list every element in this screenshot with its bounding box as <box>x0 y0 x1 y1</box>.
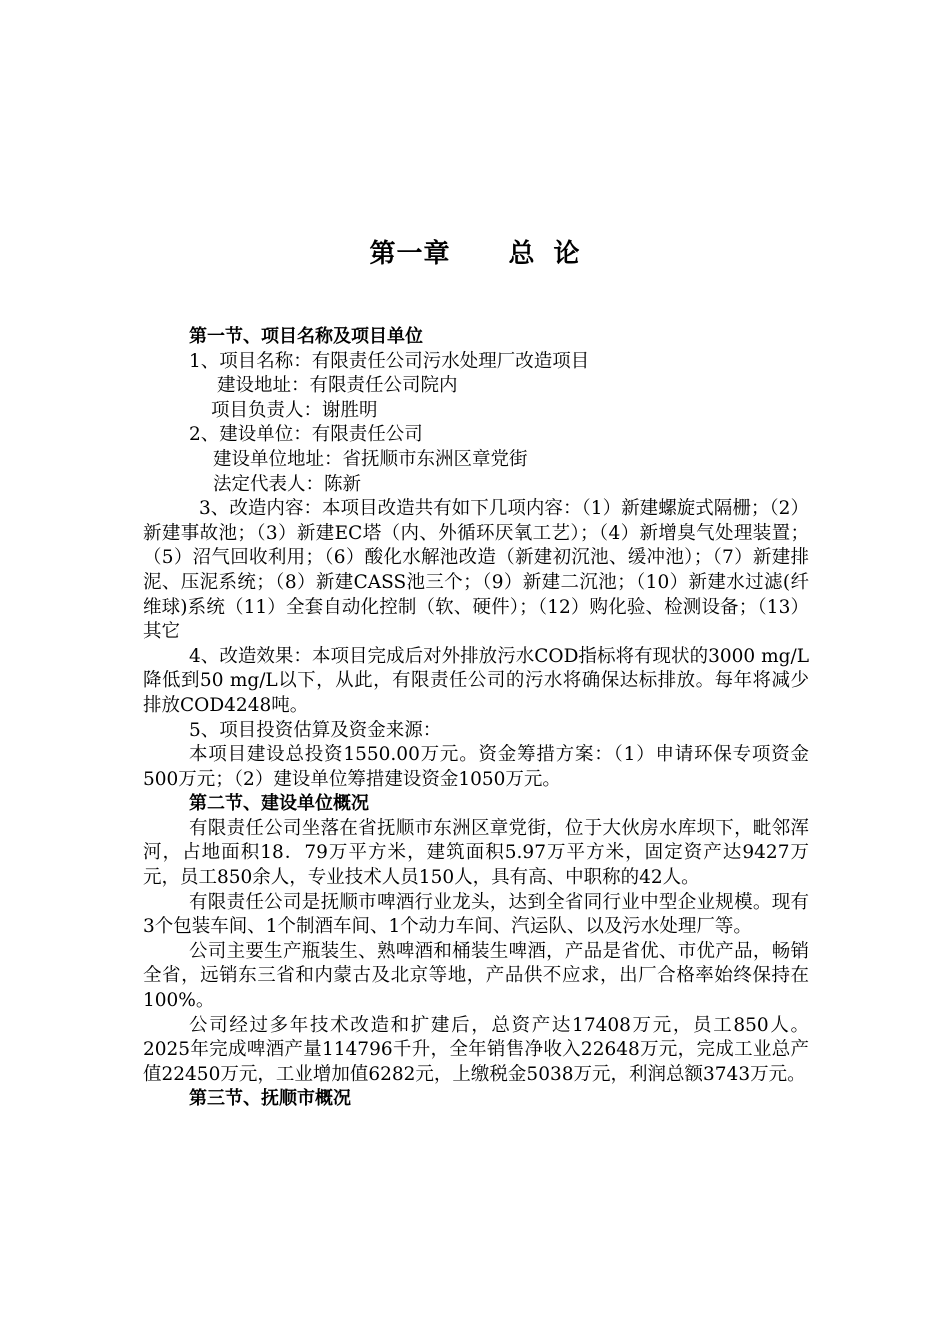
investment-heading: 5、项目投资估算及资金来源： <box>189 719 442 741</box>
project-leader: 项目负责人：谢胜明 <box>211 399 378 421</box>
document-body <box>143 325 809 1112</box>
site-address: 建设地址：有限责任公司院内 <box>217 375 458 397</box>
section-1-heading: 第一节、项目名称及项目单位 <box>189 326 423 347</box>
legal-representative: 法定代表人：陈新 <box>213 473 362 495</box>
investment-detail: 本项目建设总投资1550.00万元。资金筹措方案：（1）申请环保专项资金500万元；（2）建设单位筹措建设资金1050万元。 <box>143 744 809 790</box>
section-3-heading: 第三节、抚顺市概况 <box>189 1088 351 1110</box>
project-name: 1、项目名称：有限责任公司污水处理厂改造项目 <box>189 350 590 372</box>
construction-unit: 2、建设单位：有限责任公司 <box>189 424 423 446</box>
renovation-effect: 4、改造效果：本项目完成后对外排放污水COD指标将有现状的3000 mg/L降低到50 mg/L以下，从此，有限责任公司的污水将确保达标排放。每年将减少排放COD4248吨。 <box>143 645 809 716</box>
chapter-title <box>0 236 950 272</box>
section-2-heading: 第二节、建设单位概况 <box>189 793 369 815</box>
chapter-title-char-2: 论 <box>553 239 581 269</box>
company-overview-paragraph: 有限责任公司坐落在省抚顺市东洲区章党街，位于大伙房水库坝下，毗邻浑河，占地面积18．79万平方米，建筑面积5.97万平方米，固定资产达9427万元，员工850余人，专业技术人员150人，具有高、中职称的42人。 <box>143 817 809 889</box>
company-performance-paragraph: 公司经过多年技术改造和扩建后，总资产达17408万元，员工850人。2025年完成啤酒产量114796千升，全年销售净收入22648万元，完成工业总产值22450万元，工业增加值6282元，上缴税金5038万元，利润总额3743万元。 <box>143 1014 809 1085</box>
chapter-title-char-1: 总 <box>508 239 536 269</box>
chapter-number: 第一章 <box>369 239 451 269</box>
company-scale-paragraph: 有限责任公司是抚顺市啤酒行业龙头，达到全省同行业中型企业规模。现有3个包装车间、1个制酒车间、1个动力车间、汽运队、以及污水处理厂等。 <box>143 891 809 938</box>
unit-address: 建设单位地址：省抚顺市东洲区章党街 <box>213 448 528 470</box>
company-products-paragraph: 公司主要生产瓶装生、熟啤酒和桶装生啤酒，产品是省优、市优产品，畅销全省，远销东三省和内蒙古及北京等地，产品供不应求，出厂合格率始终保持在100%。 <box>143 940 809 1012</box>
renovation-content: 3、改造内容：本项目改造共有如下几项内容：（1）新建螺旋式隔栅；（2）新建事故池；（3）新建EC塔（内、外循环厌氧工艺）；（4）新增臭气处理装置；（5）沼气回收利用；（6）酸化水解池改造（新建初沉池、缓冲池）；（7）新建排泥、压泥系统；（8）新建CASS池三个；（9）新建二沉池；（10）新建水过滤(纤维球)系统（11）全套自动化控制（软、硬件）；（12）购化验、检测设备；（13）其它 <box>143 498 809 643</box>
